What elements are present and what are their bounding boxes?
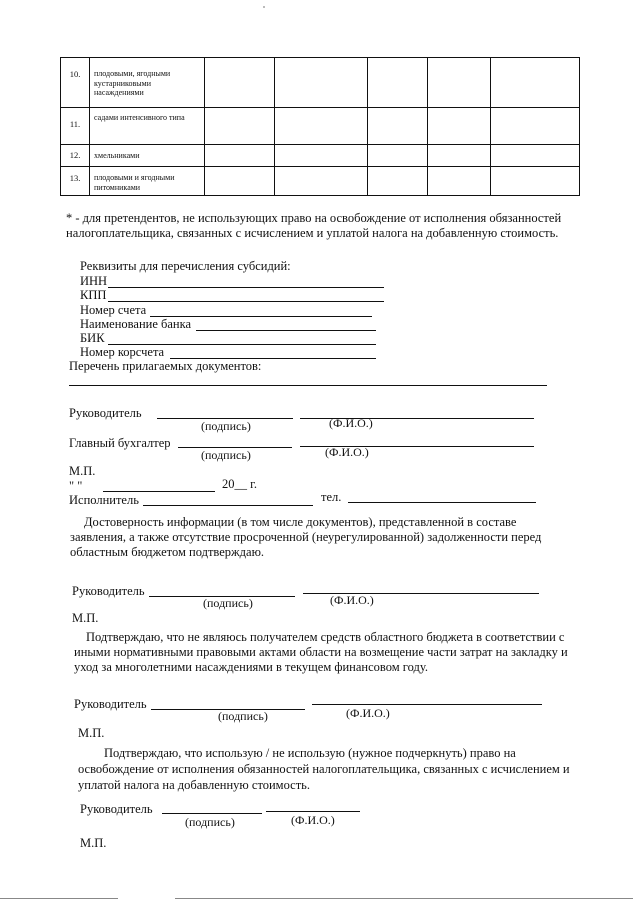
table-cell	[428, 108, 491, 145]
docs-field[interactable]	[69, 385, 547, 386]
table-cell	[491, 108, 580, 145]
date-month-field[interactable]	[103, 491, 215, 492]
bank-label: Наименование банка	[80, 317, 192, 331]
table-cell	[368, 58, 428, 108]
head-fio-field[interactable]	[312, 704, 542, 705]
confirm2-line: уход за многолетними насаждениями в текущем финансовом году.	[74, 660, 428, 674]
phone-label: тел.	[321, 490, 342, 504]
table-cell	[275, 58, 368, 108]
fio-hint: (Ф.И.О.)	[329, 416, 373, 430]
signature-hint: (подпись)	[201, 419, 251, 433]
stamp-label: М.П.	[72, 611, 99, 625]
confirm2-line: иными нормативными правовыми актами области на возмещение части затрат на закладку и	[74, 645, 568, 659]
signature-hint: (подпись)	[201, 448, 251, 462]
scan-edge-line	[0, 898, 118, 899]
stamp-label: М.П.	[80, 836, 107, 850]
stamp-label: М.П.	[69, 464, 96, 478]
head-fio-field[interactable]	[266, 811, 360, 812]
table-cell	[275, 145, 368, 167]
head-signature-field[interactable]	[162, 813, 262, 814]
kpp-field[interactable]	[108, 301, 384, 302]
row-name: плодовыми, ягодными кустарниковыми насаждениями	[90, 58, 205, 108]
row-number: 10.	[61, 58, 90, 108]
head-label: Руководитель	[72, 584, 145, 598]
table-cell	[368, 108, 428, 145]
signature-hint: (подпись)	[185, 815, 235, 829]
footnote-line: налогоплательщика, связанных с исчислением и уплатой налога на добавленную стоимость.	[66, 226, 559, 240]
confirm3-line: освобождение от исполнения обязанностей налогоплательщика, связанных с исчислением и	[78, 762, 570, 776]
table-row	[61, 167, 580, 196]
requisites-title: Реквизиты для перечисления субсидий:	[80, 259, 291, 273]
fio-hint: (Ф.И.О.)	[330, 593, 374, 607]
docs-label: Перечень прилагаемых документов:	[69, 359, 262, 373]
table-row	[61, 58, 580, 108]
chief-accountant-label: Главный бухгалтер	[69, 436, 171, 450]
stamp-label: М.П.	[78, 726, 105, 740]
confirm1-line: заявления, а также отсутствие просроченной (неурегулированной) задолженности перед	[70, 530, 542, 544]
corr-label: Номер корсчета	[80, 345, 165, 359]
table-cell	[205, 145, 275, 167]
confirm1-line: областным бюджетом подтверждаю.	[70, 545, 265, 559]
table-cell	[428, 58, 491, 108]
executor-label: Исполнитель	[69, 493, 139, 507]
row-name: хмельниками	[90, 145, 205, 167]
table-cell	[491, 58, 580, 108]
row-name: садами интенсивного типа	[90, 108, 205, 145]
phone-field[interactable]	[348, 502, 536, 503]
scan-edge-line	[175, 898, 633, 899]
signature-hint: (подпись)	[203, 596, 253, 610]
confirm3-line: уплатой налога на добавленную стоимость.	[78, 778, 310, 792]
executor-field[interactable]	[143, 505, 313, 506]
table-cell	[368, 167, 428, 196]
table-cell	[205, 108, 275, 145]
table-cell	[428, 167, 491, 196]
table-cell	[205, 167, 275, 196]
row-number: 11.	[61, 108, 90, 145]
row-name: плодовыми и ягодными питомниками	[90, 167, 205, 196]
inn-field[interactable]	[108, 287, 384, 288]
subsidy-table	[60, 57, 580, 196]
table-cell	[275, 167, 368, 196]
row-number: 12.	[61, 145, 90, 167]
bank-field[interactable]	[196, 330, 376, 331]
kpp-label: КПП	[80, 288, 107, 302]
table-cell	[491, 145, 580, 167]
head-label: Руководитель	[80, 802, 153, 816]
fio-hint: (Ф.И.О.)	[346, 706, 390, 720]
footnote-line: * - для претендентов, не использующих право на освобождение от исполнения обязанностей	[66, 211, 562, 225]
table-cell	[428, 145, 491, 167]
date-quotes: " "	[69, 479, 83, 493]
table-cell	[491, 167, 580, 196]
account-label: Номер счета	[80, 303, 147, 317]
confirm2-line: Подтверждаю, что не являюсь получателем средств областного бюджета в соответствии с	[86, 630, 565, 644]
head-label: Руководитель	[74, 697, 147, 711]
bik-label: БИК	[80, 331, 105, 345]
table-row	[61, 145, 580, 167]
confirm3-line: Подтверждаю, что использую / не использую (нужное подчеркнуть) право на	[104, 746, 516, 760]
table-cell	[275, 108, 368, 145]
inn-label: ИНН	[80, 274, 108, 288]
table-row	[61, 108, 580, 145]
signature-hint: (подпись)	[218, 709, 268, 723]
fio-hint: (Ф.И.О.)	[325, 445, 369, 459]
head-label: Руководитель	[69, 406, 142, 420]
scan-speck	[263, 6, 265, 8]
row-number: 13.	[61, 167, 90, 196]
fio-hint: (Ф.И.О.)	[291, 813, 335, 827]
table-cell	[205, 58, 275, 108]
confirm1-line: Достоверность информации (в том числе документов), представленной в составе	[84, 515, 517, 529]
table-cell	[368, 145, 428, 167]
date-year: 20__ г.	[222, 477, 257, 491]
